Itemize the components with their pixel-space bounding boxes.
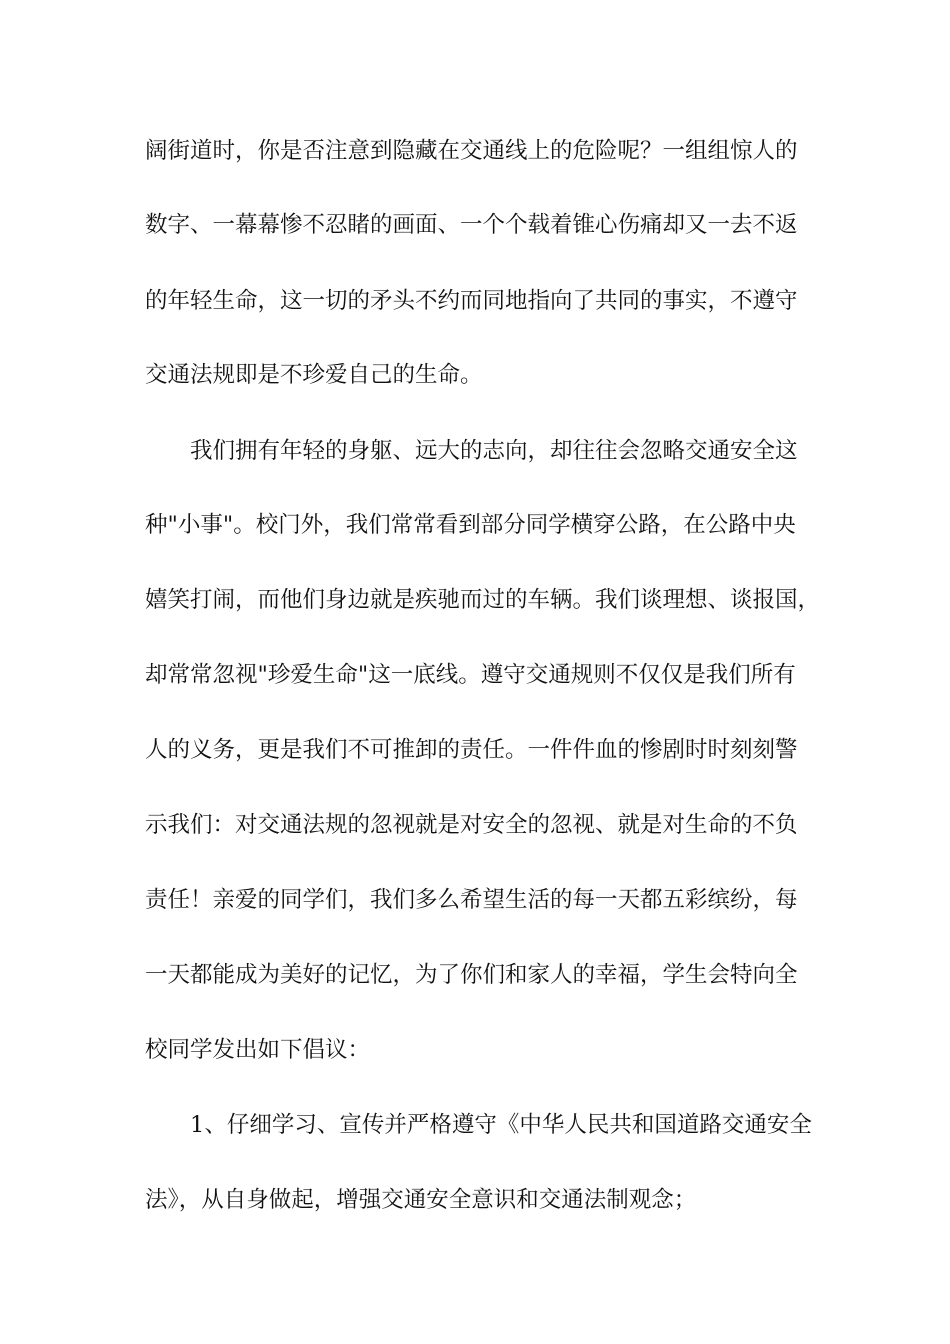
paragraph-line-9: 人的义务，更是我们不可推卸的责任。一件件血的惨剧时时刻刻警 [145, 737, 798, 763]
paragraph-line-3: 的年轻生命，这一切的矛头不约而同地指向了共同的事实，不遵守 [145, 288, 798, 314]
paragraph-line-2: 数字、一幕幕惨不忍睹的画面、一个个载着锥心伤痛却又一去不返 [145, 212, 798, 238]
paragraph-line-13: 校同学发出如下倡议： [145, 1037, 371, 1063]
paragraph-line-1: 阔街道时，你是否注意到隐藏在交通线上的危险呢？一组组惊人的 [145, 138, 798, 164]
paragraph-line-6: 种"小事"。校门外，我们常常看到部分同学横穿公路，在公路中央 [145, 512, 796, 538]
paragraph-line-15: 法》，从自身做起，增强交通安全意识和交通法制观念； [145, 1187, 697, 1213]
paragraph-line-11: 责任！亲爱的同学们，我们多么希望生活的每一天都五彩缤纷，每 [145, 887, 798, 913]
paragraph-line-8: 却常常忽视"珍爱生命"这一底线。遵守交通规则不仅仅是我们所有 [145, 662, 796, 688]
paragraph-line-7: 嬉笑打闹，而他们身边就是疾驰而过的车辆。我们谈理想、谈报国， [145, 587, 821, 613]
paragraph-line-4: 交通法规即是不珍爱自己的生命。 [145, 362, 483, 388]
paragraph-line-12: 一天都能成为美好的记忆，为了你们和家人的幸福，学生会特向全 [145, 962, 798, 988]
paragraph-line-5: 我们拥有年轻的身躯、远大的志向，却往往会忽略交通安全这 [190, 438, 798, 464]
paragraph-line-14: 1、仔细学习、宣传并严格遵守《中华人民共和国道路交通安全 [190, 1112, 812, 1138]
paragraph-line-10: 示我们：对交通法规的忽视就是对安全的忽视、就是对生命的不负 [145, 812, 798, 838]
